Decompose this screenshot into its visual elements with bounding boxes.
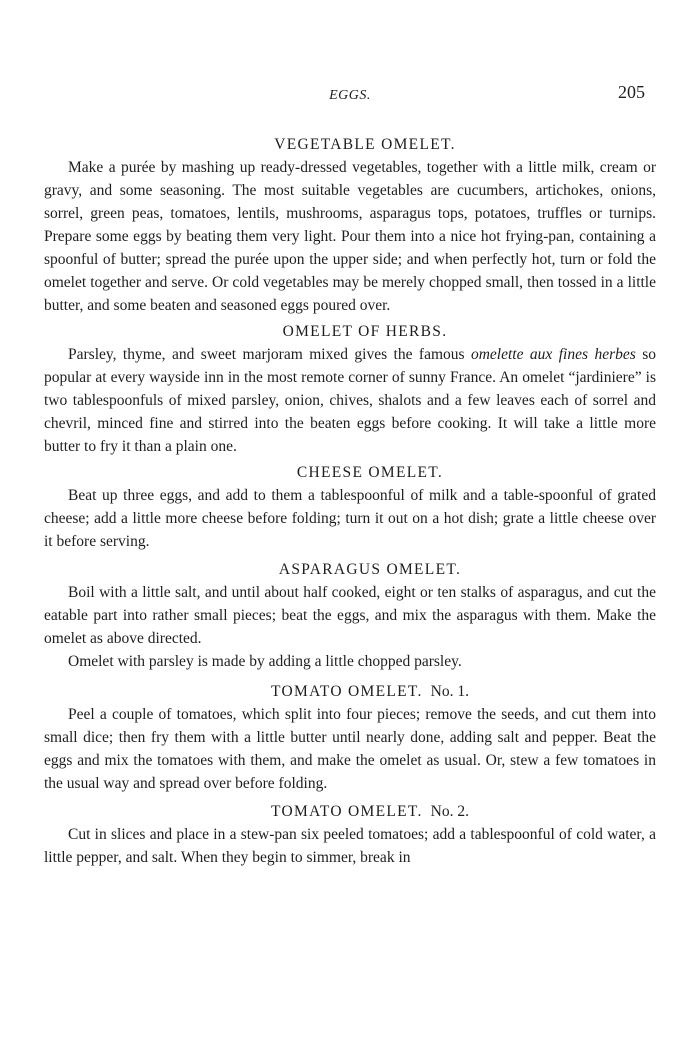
section-title: OMELET OF HERBS. bbox=[282, 323, 448, 340]
paragraph-text: Peel a couple of tomatoes, which split into four pieces; remove the seeds, and cut them into small dice; then fry them with a little butter until nearly done, adding salt and pepper. Beat the eggs and mix the tomatoes with them, and make the omelet as usual. Or, stew a few tomatoes in the usual way and spread over before folding. bbox=[44, 706, 656, 792]
paragraph-text: so popular at every wayside inn in the most remote corner of sunny France. An omelet “jardiniere” is two tablespoonfuls of mixed parsley, onion, chives, shalots and a few leaves each of sorrel and chevril, minced fine and stirred into the beaten eggs before cooking. It will take a little more butter to fry it than a plain one. bbox=[44, 346, 656, 455]
paragraph-text: Parsley, thyme, and sweet marjoram mixed gives the famous bbox=[68, 346, 471, 363]
section-vegetable-omelet bbox=[44, 134, 656, 317]
section-title: CHEESE OMELET. bbox=[296, 464, 444, 481]
paragraph-text: Beat up three eggs, and add to them a tablespoonful of milk and a table-spoonful of grated cheese; add a little more cheese before folding; turn it out on a hot dish; grate a little cheese over it before serving. bbox=[44, 487, 656, 550]
section-title bbox=[44, 801, 656, 823]
running-head: EGGS. bbox=[329, 88, 371, 103]
page-body bbox=[44, 134, 656, 869]
paragraph bbox=[44, 156, 656, 317]
section-omelet-of-herbs bbox=[44, 321, 656, 458]
paragraph bbox=[44, 703, 656, 795]
section-cheese-omelet bbox=[44, 462, 656, 553]
section-title: VEGETABLE OMELET. bbox=[274, 136, 456, 153]
paragraph-text: Cut in slices and place in a stew-pan six peeled tomatoes; add a tablespoonful of cold water, a little pepper, and salt. When they begin to simmer, break in bbox=[44, 826, 656, 866]
section-number: No. 2. bbox=[430, 803, 469, 820]
paragraph-text: Make a purée by mashing up ready-dressed vegetables, together with a little milk, cream or gravy, and some seasoning. The most suitable vegetables are cucumbers, artichokes, onions, sorrel, green peas, tomatoes, lentils, mushrooms, asparagus tops, potatoes, truffles or turnips. Prepare some eggs by beating them very light. Pour them into a nice hot frying-pan, containing a spoonful of butter; spread the purée upon the upper side; and when perfectly hot, turn or fold the omelet together and serve. Or cold vegetables may be merely chopped small, then tossed in a little butter, and some beaten and seasoned eggs poured over. bbox=[44, 159, 656, 314]
paragraph-italic-text: omelette aux fines herbes bbox=[470, 346, 636, 363]
section-title-text: TOMATO OMELET. bbox=[271, 683, 423, 700]
paragraph bbox=[44, 581, 656, 650]
section-title-text: TOMATO OMELET. bbox=[271, 803, 423, 820]
section-number: No. 1. bbox=[430, 683, 469, 700]
section-title: ASPARAGUS OMELET. bbox=[278, 561, 462, 578]
section-tomato-omelet-2 bbox=[44, 801, 656, 869]
page-number: 205 bbox=[618, 82, 645, 102]
section-title bbox=[44, 681, 656, 703]
paragraph bbox=[44, 343, 656, 458]
paragraph-text: Omelet with parsley is made by adding a little chopped parsley. bbox=[68, 653, 462, 670]
paragraph bbox=[44, 650, 656, 673]
paragraph bbox=[44, 484, 656, 553]
section-asparagus-omelet bbox=[44, 559, 656, 673]
paragraph bbox=[44, 823, 656, 869]
paragraph-text: Boil with a little salt, and until about half cooked, eight or ten stalks of asparagus, and cut the eatable part into rather small pieces; beat the eggs, and mix the asparagus with them. Make the omelet as above directed. bbox=[44, 584, 656, 647]
section-tomato-omelet-1 bbox=[44, 681, 656, 795]
